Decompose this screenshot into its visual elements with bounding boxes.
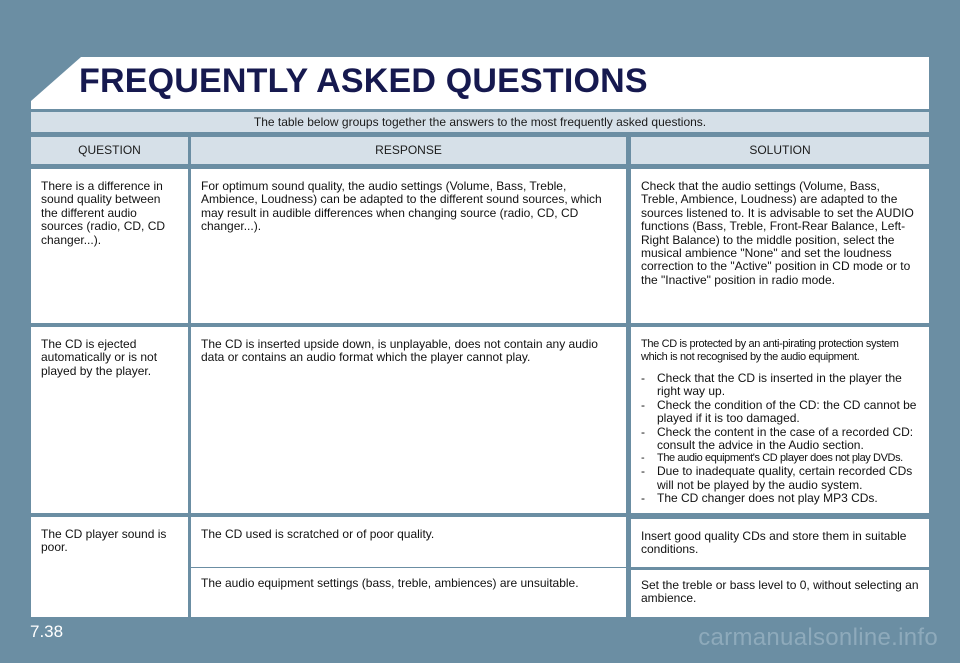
row2-solution-intro: The CD is protected by an anti-pirating protection system which is not recognised by the audio equipment. [641, 338, 899, 363]
row2-question [31, 327, 188, 513]
page-number: 7.38 [30, 622, 64, 641]
solution-list-item: - Check the condition of the CD: the CD cannot be played if it is too damaged. [641, 399, 919, 426]
solution-list-item: - The audio equipment's CD player does not play DVDs. [641, 452, 919, 465]
row3-question-text: The CD player sound is poor. [41, 527, 167, 555]
row3-response-2-text: The audio equipment settings (bass, treble, ambiences) are unsuitable. [201, 576, 579, 590]
row2-question-text: The CD is ejected automatically or is not played by the player. [41, 337, 158, 378]
solution-list-item: - The CD changer does not play MP3 CDs. [641, 492, 919, 505]
header-response: RESPONSE [191, 137, 626, 164]
row2-response [191, 327, 626, 513]
row1-response [191, 169, 626, 323]
row1-response-text: For optimum sound quality, the audio settings (Volume, Bass, Treble, Ambience, Loudness) can be adapted to the different sound sources, which may result in audible differences when changing source (radio, CD, CD changer...). [201, 179, 602, 234]
row1-question-text: There is a difference in sound quality between the different audio sources (radio, CD, CD changer...). [41, 179, 166, 247]
header-question: QUESTION [31, 137, 188, 164]
solution-list-item: - Check that the CD is inserted in the player the right way up. [641, 372, 919, 399]
solution-list-item: - Due to inadequate quality, certain recorded CDs will not be played by the audio system. [641, 465, 919, 492]
page-title: FREQUENTLY ASKED QUESTIONS [79, 62, 648, 100]
row3-response-2 [191, 568, 626, 617]
page-subtitle: The table below groups together the answers to the most frequently asked questions. [31, 112, 929, 132]
row1-question [31, 169, 188, 323]
row3-solution-2-text: Set the treble or bass level to 0, without selecting an ambience. [641, 578, 919, 606]
row3-solution-1 [631, 519, 929, 567]
row3-response-1-text: The CD used is scratched or of poor quality. [201, 527, 435, 541]
header-solution: SOLUTION [631, 137, 929, 164]
row3-solution-2 [631, 570, 929, 617]
row2-solution [631, 327, 929, 513]
row1-solution [631, 169, 929, 323]
row2-response-text: The CD is inserted upside down, is unplayable, does not contain any audio data or contains an audio format which the player cannot play. [201, 337, 598, 365]
row3-solution-1-text: Insert good quality CDs and store them in suitable conditions. [641, 529, 907, 557]
solution-list-item: - Check the content in the case of a recorded CD: consult the advice in the Audio section. [641, 426, 919, 453]
row1-solution-text: Check that the audio settings (Volume, Bass, Treble, Ambience, Loudness) are adapted to the sources listened to. It is advisable to set the AUDIO functions (Bass, Treble, Front-Rear Balance, Left-Right Balance) to the middle position, select the musical ambience "None" and set the loudness correction to the "Active" position in CD mode or to the "Inactive" position in radio mode. [641, 179, 914, 287]
row2-solution-list [641, 372, 919, 506]
watermark: carmanualsonline.info [698, 624, 938, 651]
row3-response-1 [191, 517, 626, 567]
row3-question [31, 517, 188, 617]
